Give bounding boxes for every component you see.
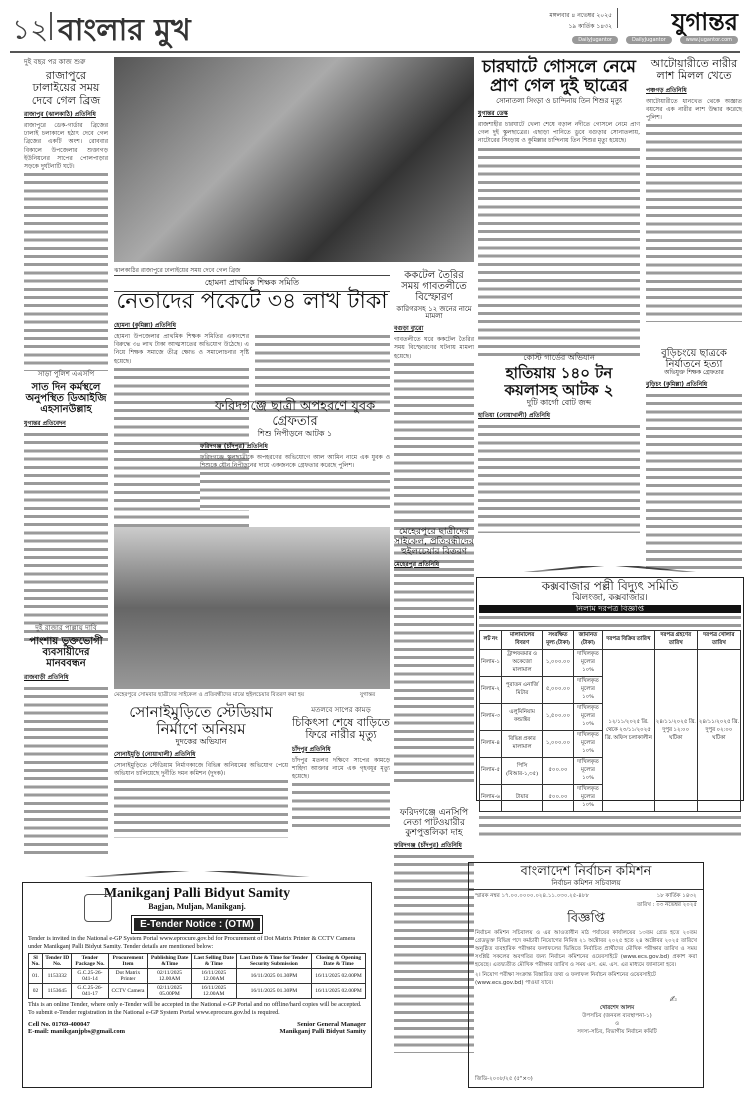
story-dig: সাড়া পুলিশ এএসপি সাত দিন কর্মস্থলে অনুপস্থিত ডিআইজি এহসানউল্লাহ যুগান্তর প্রতিবেদন (24, 368, 108, 641)
story-matlab: মতলবে সাপের কামড় চিকিৎসা শেষে বাড়িতে ফিরে নারীর মৃত্যু চাঁদপুর প্রতিনিধি চাঁদপুর মতলব দক্ষিণে সাপের কামড়ে শাহিদা আক্তার নামে এক গৃহবধূর মৃত্যু হয়েছে। (292, 704, 390, 831)
auction-table: লট নং মালামালের বিবরণ সংরক্ষিত মূল্য (টাকা) জামানত (টাকা) দরপত্র বিক্রির তারিখ দরপত্র গ্রহণের তারিখ দরপত্র খোলার তারিখ নিলাম-১ ট্রান্সফরমার ও অকেজো মালামাল ১,০০০.০০ দাখিলকৃত মূল্যের ১০% ১২/১১/২০২৫ খ্রি. থেকে ২৩/১১/২০২৫ খ্রি. অফিস চলাকালীন ২৪/১১/২০২৫ খ্রি. দুপুর ১২:০০ ঘটিকা ২৪/১১/২০২৫ খ্রি. দুপুর ০২:০০ ঘটিকা নিলাম-২ পুরাতন এনার্জি মিটার ৫,০০০.০০ দাখিলকৃত মূল্যের ১০% নিলাম-৩ এলুমিনিয়াম কন্ডাক্টর ১,৫০০.০০ দাখিলকৃত মূল্যের ১০% নিলাম-৪ বিভিন্ন প্রকার মালামাল ১,০০০.০০ দাখিলকৃত মূল্যের ১০% নিলাম-৫ পিসি (বিআর-১,৩৫) ৫০০.০০ দাখিলকৃত মূল্যের ১০% নিলাম-৬ টায়ার ৫০০.০০ দাখিলকৃত মূল্যের ১০% (479, 630, 741, 812)
date-bangla: ১৯ কার্তিক ১৪৩২ (568, 23, 612, 30)
photo-caption: ঝালকাঠির রাজাপুরে ঢালাইয়ের সময় দেবে গেল ব্রিজ (114, 267, 241, 274)
story-gabtali: ককটেল তৈরির সময় গাবতলীতে বিস্ফোরণ কারিগরসহ ১২ জনের নামে মামলা বগুড়া ব্যুরো গাবতলীতে ঘরে ককটেল তৈরির সময় বিস্ফোরণের ঘটনায় মামলা হয়েছে। (394, 270, 474, 571)
main-story: হোমনা (কুমিল্লা) প্রতিনিধি হোমনা উপজেলার প্রাথমিক শিক্ষক সমিতির একাংশের বিরুদ্ধে ৩৪ লাখ টাকা আত্মসাতের অভিযোগ উঠেছে। এ নিয়ে শিক্ষক সমাজে তীব্র ক্ষোভ ও সমালোচনার সৃষ্টি হয়েছে। (114, 318, 390, 566)
headline: পাংশায় ভুক্তভোগী ব্যবসায়ীদের মানববন্ধন (29, 636, 103, 670)
story-atwari: আটোয়ারীতে নারীর লাশ মিলল খেতে পঞ্চগড় প্রতিনিধি আটোয়ারীতে ধানখেত থেকে অজ্ঞাত বয়সের এক নারীর লাশ উদ্ধার করেছে পুলিশ। (646, 58, 742, 322)
headline: রাজাপুরে ঢালাইয়ের সময় দেবে গেল ব্রিজ (31, 69, 101, 107)
website-link[interactable]: www.jugantor.com (680, 36, 738, 44)
bridge-photo (114, 57, 474, 262)
headline: চিকিৎসা শেষে বাড়িতে ফিরে নারীর মৃত্যু (292, 716, 390, 742)
section-title: বাংলার মুখ (58, 13, 191, 48)
election-commission-ad: বাংলাদেশ নির্বাচন কমিশন নির্বাচন কমিশন সচিবালয় স্মারক নম্বর ১৭.০০.০০০০.০২৪.১১.০৩০.২৫-৪৮৮ তারিখ : ১৮ কার্তিক ১৪৩২ ০৩ নভেম্বর ২০২৫ বিজ্ঞপ্তি নির্বাচন কমিশন সচিবালয় ও এর আওতাধীন মাঠ পর্যায়ের কার্যালয়ের ১৩তম গ্রেড হতে ২০তম গ্রেডভুক্ত বিভিন্ন পদে কর্মচারী নিয়োগের নিমিত্ত ২১ অক্টোবর ২০২৫ হতে ২৪ অক্টোবর ২০২৫ তারিখে অনুষ্ঠিত ব্যবহারিক পরীক্ষার ফলাফলের ভিত্তিতে নির্বাচিত প্রার্থীদের মৌখিক পরীক্ষার তারিখ ও সময় সংশ্লিষ্ট সকলের অবগতির জন্য নির্বাচন কমিশনের ওয়েবসাইটে (www.ecs.gov.bd) প্রকাশ করা হয়েছে। এতদ্ব্যতীত মৌখিক পরীক্ষার তারিখ ও সময় এস. এম. এস. এর মাধ্যমে জানানো হবে। ২। নিয়োগ পরীক্ষা সংক্রান্ত বিস্তারিত তথ্য ও ফলাফল নির্বাচন কমিশনের ওয়েবসাইটে (www.ecs.gov.bd) পাওয়া যাবে। ✍ খোরশেদ আলম উপসচিব (জনবল ব্যবস্থাপনা-১) ও সদস্য-সচিব, বিভাগীয় নির্বাচন কমিটি জিডি-২০০৮/২৫ (৫"×৩) (468, 862, 704, 1088)
signature: ✍ (669, 994, 677, 1005)
headline: ককটেল তৈরির সময় গাবতলীতে বিস্ফোরণ (401, 270, 467, 304)
headline: ফরিদগঞ্জে ছাত্রী অপহরণে যুবক গ্রেফতার (214, 399, 376, 429)
headline: আটোয়ারীতে নারীর লাশ মিলল খেতে (650, 57, 738, 83)
tender-table: Sl No. Tender ID No. Tender Package No. Procurement Item Publishing Date &Time Last Selling Date & Time Last Date & Time for Tender Security Submission Closing & Opening Date & Time 01. 1153332 G.C.25-26-041-14 Dot Matrix Printer 02/11/2025 12.00AM 16/11/2025 12.00AM 16/11/2025 01.30PM 16/11/2025 02.00PM 02 1153645 G.C.25-26-041-17 CCTV Camera 02/11/2025 05.00PM 16/11/2025 12.00AM 16/11/2025 01.30PM 16/11/2025 02.00PM (28, 953, 366, 999)
bicycle-photo (114, 527, 390, 689)
story-charghat: চারঘাটে গোসলে নেমে প্রাণ গেল দুই ছাত্রের সোনাতলা সিংড়া ও চান্দিনায় তিন শিশুর মৃত্যু যুগান্তর ডেস্ক রাজশাহীর চারঘাটে খেলা শেষে বড়াল নদীতে গোসলে নেমে প্রাণ গেল দুই স্কুলছাত্রের। এছাড়া পানিতে ডুবে বগুড়ার সোনাতলায়, নাটোরের সিংড়ায় ও কুমিল্লার চান্দিনায় তিন শিশুর মৃত্যু হয়েছে। (478, 58, 640, 356)
story-faridganj: ফরিদগঞ্জে ছাত্রী অপহরণে যুবক গ্রেফতার শিশু নিপীড়নে আটক ১ ফরিদগঞ্জ (চাঁদপুর) প্রতিনিধি ফরিদগঞ্জে স্কুলছাত্রীকে অপহরণের অভিযোগে আল আমিন নামে এক যুবক ও শিশুকে যৌন নিপীড়নের দায়ে একজনকে গ্রেফতার করেছে পুলিশ। (200, 400, 390, 510)
story-ncp: ফরিদগঞ্জে এনসিপি নেতা পাটওয়ারীর কুশপুত্তলিকা দাহ ফরিদগঞ্জ (চাঁদপুর) প্রতিনিধি (394, 808, 474, 1053)
photo-credit: যুগান্তর (360, 692, 376, 698)
story-rajapur: দুই বছর পর কাজ শুরু রাজাপুরে ঢালাইয়ের সময় দেবে গেল ব্রিজ রাজাপুর (ঝালকাঠি) প্রতিনিধি রাজাপুরে ডেক-গার্ডার ব্রিজের ঢালাই চলাকালে হঠাৎ দেবে গেল ব্রিজের একটি অংশ। রোববার বিকালে উপজেলার শুক্তাগড় ইউনিয়নের সাপের পোলপাড়ার সড়কে দুর্ঘটনাটি ঘটে। (24, 56, 108, 371)
facebook-link[interactable]: DailyJugantor (626, 36, 672, 44)
twitter-link[interactable]: DailyJugantor (572, 36, 618, 44)
photo-caption: মেহেরপুরে সোমবার ছাত্রীদের সাইকেল ও প্রতিবন্ধীদের মাঝে হুইলচেয়ার বিতরণ করা হয় (114, 692, 305, 698)
headline: মেহেরপুরে ছাত্রীদের সাইকেল, প্রতিবন্ধীদের হুইলচেয়ার বিতরণ (394, 527, 474, 558)
headline: বুড়িচংয়ে ছাত্রকে নির্যাতনে হত্যা (661, 348, 727, 371)
date-english: মঙ্গলবার ৪ নভেম্বর ২০২৫ (549, 12, 612, 19)
story-meherpur: মেহেরপুরে ছাত্রীদের সাইকেল, প্রতিবন্ধীদের হুইলচেয়ার বিতরণ মেহেরপুর প্রতিনিধি (394, 527, 474, 782)
headline: সাত দিন কর্মস্থলে অনুপস্থিত ডিআইজি এহসানউল্লাহ (25, 382, 107, 416)
page-number: ১২ (12, 13, 49, 46)
headline: চারঘাটে গোসলে নেমে প্রাণ গেল দুই ছাত্রের (482, 57, 636, 97)
headline: হাতিয়ায় ১৪০ টন কয়লাসহ আটক ২ (504, 364, 614, 399)
masthead (12, 6, 742, 50)
manikganj-tender-ad: Manikganj Palli Bidyut Samity Bagjan, Muljan, Manikganj. E-Tender Notice : (OTM) Tender is invited in the National e-GP System Portal www.eprocure.gov.bd for Procurement of Dot Matrix Printer & CCTV Camera under Manikganj Palli Bidyut Samity. Tender details are mentioned below: Sl No. Tender ID No. Tender Package No. Procurement Item Publishing Date &Time Last Selling Date & Time Last Date & Time for Tender Security Submission Closing & Opening Date & Time 01. 1153332 G.C.25-26-041-14 Dot Matrix Printer 02/11/2025 12.00AM 16/11/2025 12.00AM 16/11/2025 01.30PM 16/11/2025 02.00PM 02 1153645 G.C.25-26-041-17 CCTV Camera 02/11/2025 05.00PM 16/11/2025 12.00AM 16/11/2025 01.30PM 16/11/2025 02.00PM This is an online Tender, where only e-Tender will be accepted in the National e-GP Portal and no offline/hard copies will be accepted. To submit e-Tender registration in the National e-GP System Portal www.eprocure.gov.bd is required. Cell No. 01769-400047 E-mail: manikganjpbs@gmail.com Senior General Manager Manikganj Palli Bidyut Samity (22, 868, 372, 1090)
story-pangsha: দুই রাজার পাল্লায় দাবি পাংশায় ভুক্তভোগী ব্যবসায়ীদের মানববন্ধন রাজবাড়ী প্রতিনিধি (24, 622, 108, 855)
story-sonaimuri: সোনাইমুড়িতে স্টেডিয়াম নির্মাণে অনিয়ম দুদকের অভিযান সোনাইমুড়ি (নোয়াখালী) প্রতিনিধি সোনাইমুড়িতে স্টেডিয়াম নির্মাণকাজে বিভিন্ন অনিয়মের অভিযোগ পেয়ে অভিযান চালিয়েছে দুর্নীতি দমন কমিশন (দুদক)। (114, 704, 288, 838)
section-banner: হোমনা প্রাথমিক শিক্ষক সমিতি (114, 275, 390, 292)
story-burichong: বুড়িচংয়ে ছাত্রকে নির্যাতনে হত্যা অভিযুক্ত শিক্ষক গ্রেফতার বুড়িচং (কুমিল্লা) প্রতিনিধি (646, 348, 742, 572)
header-rule (10, 51, 740, 53)
seal-logo (84, 894, 112, 922)
cox-bazar-auction-ad: কক্সবাজার পল্লী বিদ্যুৎ সমিতি ঝিলংজা, কক্সবাজার। নিলাম দরপত্র বিজ্ঞপ্তি লট নং মালামালের বিবরণ সংরক্ষিত মূল্য (টাকা) জামানত (টাকা) দরপত্র বিক্রির তারিখ দরপত্র গ্রহণের তারিখ দরপত্র খোলার তারিখ নিলাম-১ ট্রান্সফরমার ও অকেজো মালামাল ১,০০০.০০ দাখিলকৃত মূল্যের ১০% ১২/১১/২০২৫ খ্রি. থেকে ২৩/১১/২০২৫ খ্রি. অফিস চলাকালীন ২৪/১১/২০২৫ খ্রি. দুপুর ১২:০০ ঘটিকা ২৪/১১/২০২৫ খ্রি. দুপুর ০২:০০ ঘটিকা নিলাম-২ পুরাতন এনার্জি মিটার ৫,০০০.০০ দাখিলকৃত মূল্যের ১০% নিলাম-৩ এলুমিনিয়াম কন্ডাক্টর ১,৫০০.০০ দাখিলকৃত মূল্যের ১০% নিলাম-৪ বিভিন্ন প্রকার মালামাল ১,০০০.০০ দাখিলকৃত মূল্যের ১০% নিলাম-৫ পিসি (বিআর-১,৩৫) ৫০০.০০ দাখিলকৃত মূল্যের ১০% নিলাম-৬ টায়ার ৫০০.০০ দাখিলকৃত মূল্যের ১০% (476, 563, 744, 803)
headline: সোনাইমুড়িতে স্টেডিয়াম নির্মাণে অনিয়ম (129, 703, 273, 738)
headline: ফরিদগঞ্জে এনসিপি নেতা পাটওয়ারীর কুশপুত্তলিকা দাহ (399, 808, 469, 839)
story-hatiya: কোস্ট গার্ডের অভিযান হাতিয়ায় ১৪০ টন কয়লাসহ আটক ২ দুটি কার্গো বোট জব্দ হাতিয়া (নোয়াখালী) প্রতিনিধি (478, 352, 640, 533)
newspaper-logo: যুগান্তর (671, 8, 738, 36)
main-headline: নেতাদের পকেটে ৩৪ লাখ টাকা (116, 289, 388, 314)
